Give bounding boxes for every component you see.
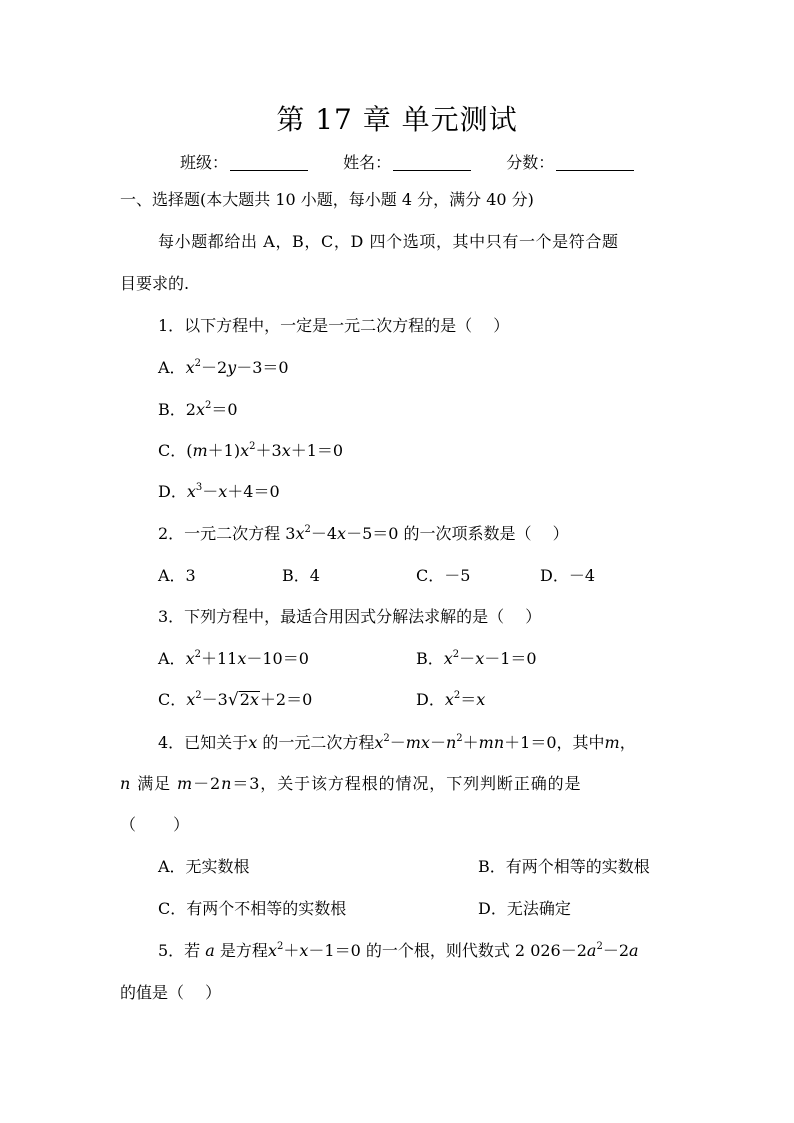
score-blank [556,154,634,171]
q2-option-c: C．－5 [416,566,471,585]
q1-d-prefix: D． [158,482,187,501]
q3-option-c: C．$x^2-3√2x+2=0$ [158,690,313,710]
section-intro-line2: 目要求的. [120,274,190,293]
q3-d-prefix: D． [416,690,445,709]
q4-line2-prefix: 满足 [137,774,172,793]
q3-option-b: B．$x^2-x-1=0$ [416,649,537,668]
q5-stem-mid2: 的一个根，则代数式 2 026－2 [365,941,587,960]
q5-stem-mid: 是方程 [219,941,268,960]
q4-line2-suffix: ，关于该方程根的情况，下列判断正确的是 [260,774,582,793]
q3-option-a: A．$x^2+11x-10=0$ [158,649,309,668]
q1-b-prefix: B． [158,400,186,419]
q1-option-d: D．$x^3-x+4=0$ [158,482,280,501]
q2-option-a: A．3 [158,566,196,585]
q5-stem-prefix: 5．若 [158,941,201,960]
score-label: 分数： [506,153,555,172]
class-blank [230,154,308,171]
q5-stem-line2: 的值是（ ） [120,983,222,1002]
q2-stem-prefix: 2．一元二次方程 3 [158,524,296,543]
q4-stem-mid: 的一元二次方程 [262,733,375,752]
q4-option-c: C．有两个不相等的实数根 [158,899,347,918]
name-label: 姓名： [343,153,392,172]
q3-stem: 3．下列方程中，最适合用因式分解法求解的是（ ） [158,607,542,626]
q4-stem-line1: 4．已知关于x 的一元二次方程$x^2-mx-n^2+mn+1=0$，其中m， [158,733,636,752]
q4-stem-end: ，其中 [556,733,605,752]
q2-stem-suffix: ＝0 的一次项系数是（ ） [372,524,569,543]
class-label: 班级： [180,153,229,172]
q4-stem-line2: n 满足 m－2n＝3，关于该方程根的情况，下列判断正确的是 [120,774,582,793]
q4-option-a: A．无实数根 [158,857,250,876]
q4-option-d: D．无法确定 [478,899,571,918]
class-field [180,150,308,173]
section-intro-line1: 每小题都给出 A，B，C，D 四个选项，其中只有一个是符合题 [158,232,619,251]
q4-option-b: B．有两个相等的实数根 [478,857,650,876]
name-blank [393,154,471,171]
q3-b-prefix: B． [416,649,444,668]
q2-stem: 2．一元二次方程 $3x^2-4x-5=0$ 的一次项系数是（ ） [158,524,569,543]
q3-a-prefix: A． [158,649,186,668]
q1-a-prefix: A． [158,358,186,377]
q1-option-b: B．$2x^2=0$ [158,400,238,419]
q1-stem: 1．以下方程中，一定是一元二次方程的是（ ） [158,316,510,335]
student-info-row [180,150,664,173]
q3-option-d: D．$x^2=x$ [416,690,486,709]
q4-stem-line3: （ ） [120,815,190,834]
q4-stem-prefix: 4．已知关于 [158,733,249,752]
q1-option-a: A．$x^2-2y-3=0$ [158,358,289,377]
name-field [343,150,471,173]
q5-stem-line1: 5．若 a 是方程$x^2+x-1=0$ 的一个根，则代数式 2 $026-2a^2-2a$ [158,941,639,960]
sqrt-symbol: √ [227,690,239,710]
page-title: 第 17 章 单元测试 [276,103,518,136]
q1-option-c: C．$(m+1)x^2+3x+1=0$ [158,441,344,460]
score-field [506,150,634,173]
q2-option-d: D．－4 [540,566,596,585]
q3-c-prefix: C． [158,690,187,709]
section-heading: 一、选择题(本大题共 10 小题，每小题 4 分，满分 40 分) [120,190,534,209]
q1-c-prefix: C． [158,441,187,460]
q2-option-b: B．4 [282,566,320,585]
